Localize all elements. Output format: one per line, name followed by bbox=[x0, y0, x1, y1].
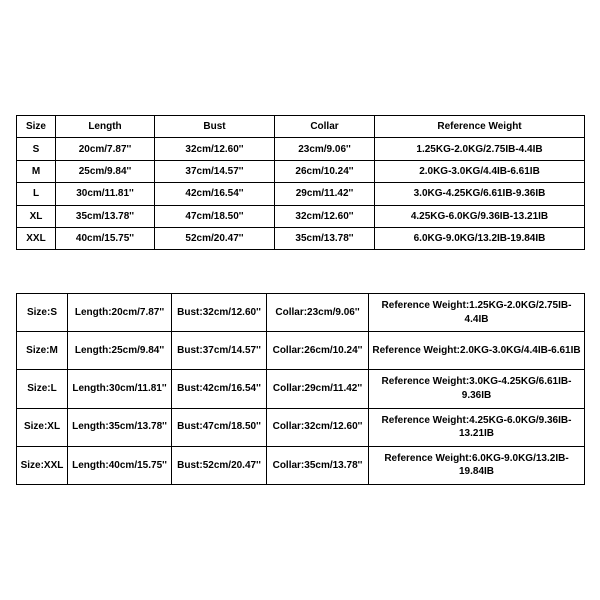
table-row bbox=[17, 332, 585, 370]
cell-bust: 32cm/12.60'' bbox=[155, 138, 275, 160]
cell-bust: Bust:42cm/16.54'' bbox=[172, 370, 267, 408]
cell-reference-weight: Reference Weight:4.25KG-6.0KG/9.36IB-13.21IB bbox=[369, 408, 585, 446]
cell-bust: 42cm/16.54'' bbox=[155, 183, 275, 205]
column-header-length: Length bbox=[56, 116, 155, 138]
table-row bbox=[17, 446, 585, 484]
column-header-size: Size bbox=[17, 116, 56, 138]
cell-size: Size:XL bbox=[17, 408, 68, 446]
cell-bust: Bust:52cm/20.47'' bbox=[172, 446, 267, 484]
cell-length: 40cm/15.75'' bbox=[56, 227, 155, 249]
cell-bust: Bust:37cm/14.57'' bbox=[172, 332, 267, 370]
cell-size: XXL bbox=[17, 227, 56, 249]
cell-length: Length:35cm/13.78'' bbox=[68, 408, 172, 446]
cell-length: 20cm/7.87'' bbox=[56, 138, 155, 160]
cell-size: Size:S bbox=[17, 294, 68, 332]
size-chart-table bbox=[16, 115, 585, 250]
cell-size: Size:L bbox=[17, 370, 68, 408]
cell-collar: Collar:29cm/11.42'' bbox=[267, 370, 369, 408]
column-header-collar: Collar bbox=[275, 116, 375, 138]
table-row bbox=[17, 138, 585, 160]
cell-collar: 29cm/11.42'' bbox=[275, 183, 375, 205]
cell-length: Length:40cm/15.75'' bbox=[68, 446, 172, 484]
cell-collar: 35cm/13.78'' bbox=[275, 227, 375, 249]
cell-collar: Collar:32cm/12.60'' bbox=[267, 408, 369, 446]
cell-bust: 52cm/20.47'' bbox=[155, 227, 275, 249]
cell-reference-weight: 3.0KG-4.25KG/6.61IB-9.36IB bbox=[375, 183, 585, 205]
cell-reference-weight: 1.25KG-2.0KG/2.75IB-4.4IB bbox=[375, 138, 585, 160]
column-header-reference-weight: Reference Weight bbox=[375, 116, 585, 138]
table-row bbox=[17, 294, 585, 332]
cell-collar: Collar:26cm/10.24'' bbox=[267, 332, 369, 370]
cell-reference-weight: Reference Weight:1.25KG-2.0KG/2.75IB-4.4IB bbox=[369, 294, 585, 332]
cell-collar: Collar:23cm/9.06'' bbox=[267, 294, 369, 332]
cell-collar: 26cm/10.24'' bbox=[275, 160, 375, 182]
table-row bbox=[17, 370, 585, 408]
cell-collar: 32cm/12.60'' bbox=[275, 205, 375, 227]
cell-reference-weight: Reference Weight:3.0KG-4.25KG/6.61IB-9.36IB bbox=[369, 370, 585, 408]
cell-size: Size:M bbox=[17, 332, 68, 370]
cell-length: 30cm/11.81'' bbox=[56, 183, 155, 205]
cell-size: M bbox=[17, 160, 56, 182]
cell-reference-weight: 6.0KG-9.0KG/13.2IB-19.84IB bbox=[375, 227, 585, 249]
cell-bust: Bust:47cm/18.50'' bbox=[172, 408, 267, 446]
cell-reference-weight: Reference Weight:2.0KG-3.0KG/4.4IB-6.61IB bbox=[369, 332, 585, 370]
table-row bbox=[17, 183, 585, 205]
table-header-row bbox=[17, 116, 585, 138]
table-row bbox=[17, 160, 585, 182]
cell-length: Length:20cm/7.87'' bbox=[68, 294, 172, 332]
cell-size: S bbox=[17, 138, 56, 160]
size-chart-labeled-table bbox=[16, 293, 585, 485]
column-header-bust: Bust bbox=[155, 116, 275, 138]
cell-length: Length:25cm/9.84'' bbox=[68, 332, 172, 370]
cell-collar: 23cm/9.06'' bbox=[275, 138, 375, 160]
cell-collar: Collar:35cm/13.78'' bbox=[267, 446, 369, 484]
cell-bust: 37cm/14.57'' bbox=[155, 160, 275, 182]
cell-bust: 47cm/18.50'' bbox=[155, 205, 275, 227]
cell-reference-weight: Reference Weight:6.0KG-9.0KG/13.2IB-19.84IB bbox=[369, 446, 585, 484]
table-row bbox=[17, 205, 585, 227]
cell-length: Length:30cm/11.81'' bbox=[68, 370, 172, 408]
cell-length: 25cm/9.84'' bbox=[56, 160, 155, 182]
cell-size: L bbox=[17, 183, 56, 205]
table-row bbox=[17, 408, 585, 446]
cell-bust: Bust:32cm/12.60'' bbox=[172, 294, 267, 332]
cell-reference-weight: 4.25KG-6.0KG/9.36IB-13.21IB bbox=[375, 205, 585, 227]
table-row bbox=[17, 227, 585, 249]
cell-length: 35cm/13.78'' bbox=[56, 205, 155, 227]
cell-size: XL bbox=[17, 205, 56, 227]
cell-size: Size:XXL bbox=[17, 446, 68, 484]
cell-reference-weight: 2.0KG-3.0KG/4.4IB-6.61IB bbox=[375, 160, 585, 182]
